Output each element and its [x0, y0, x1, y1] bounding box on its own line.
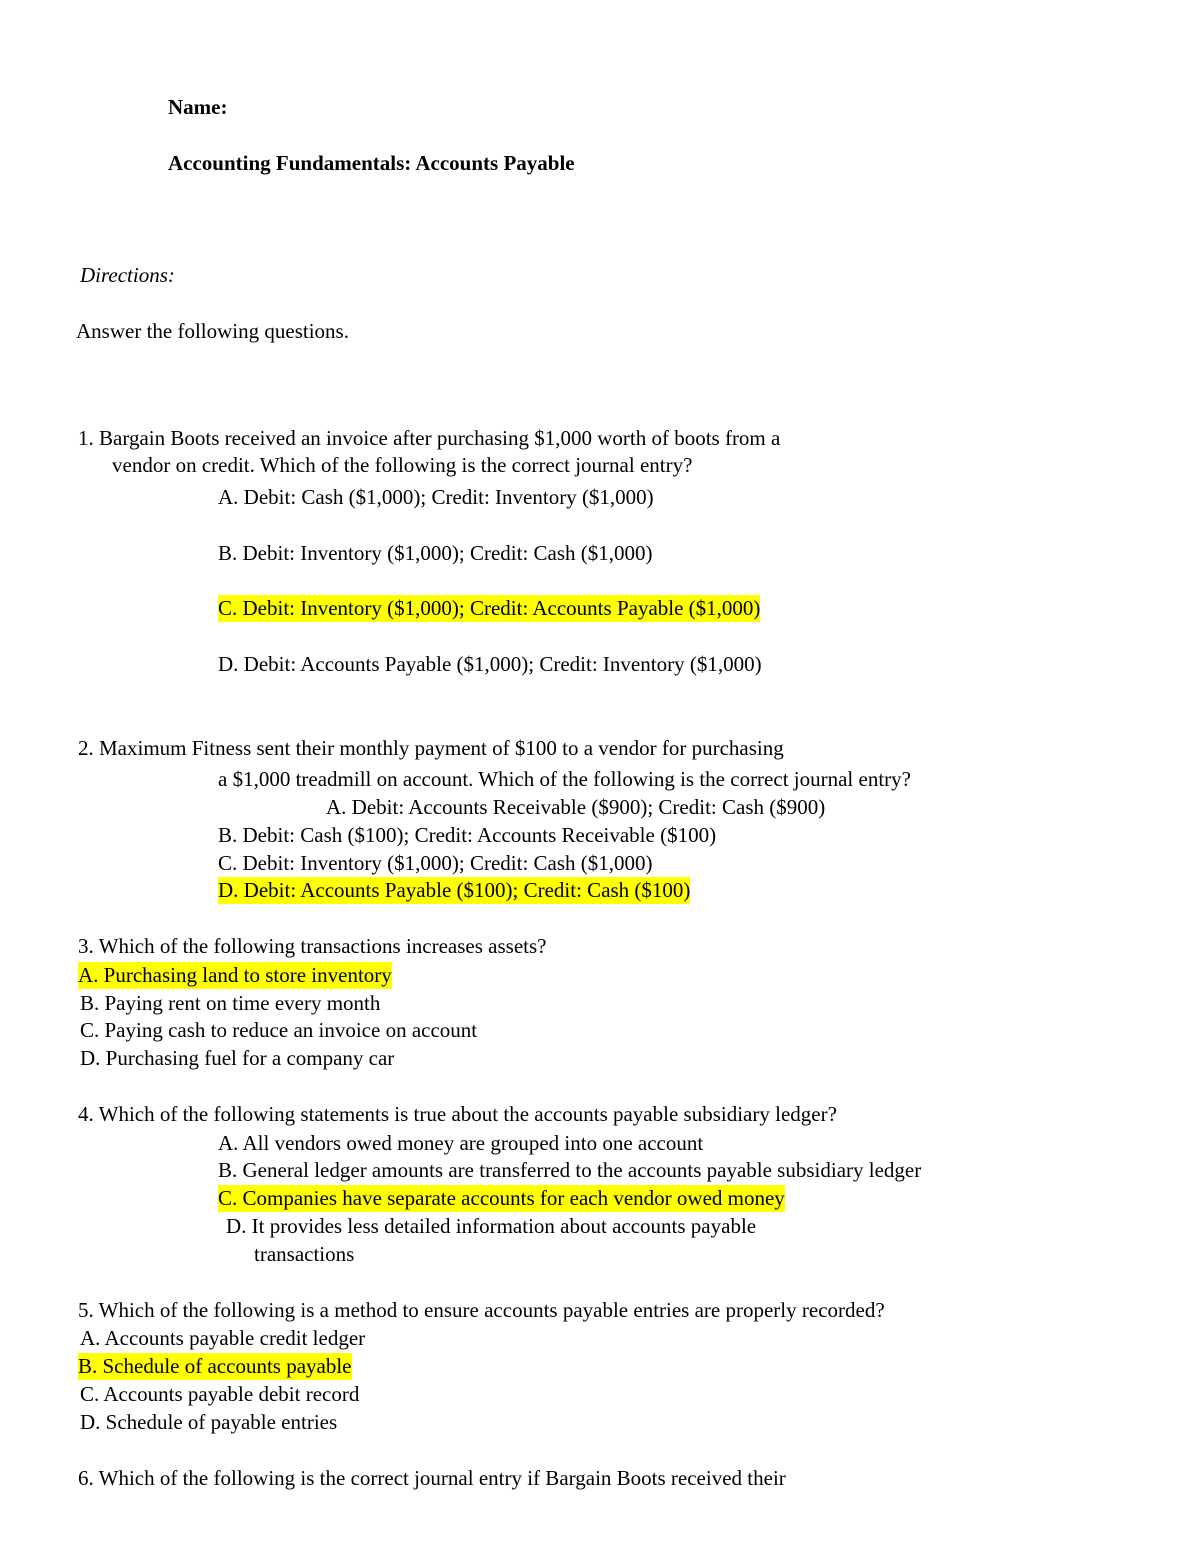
question-1-stem-line-1: 1. Bargain Boots received an invoice after purchasing $1,000 worth of boots from a — [78, 426, 781, 450]
question-3-stem: 3. Which of the following transactions increases assets? — [78, 934, 547, 958]
question-2-option-d-highlighted: D. Debit: Accounts Payable ($100); Credit: Cash ($100) — [218, 878, 691, 902]
question-5-option-d: D. Schedule of payable entries — [80, 1410, 338, 1434]
question-5-option-a: A. Accounts payable credit ledger — [80, 1326, 366, 1350]
question-3-option-b: B. Paying rent on time every month — [80, 991, 381, 1015]
question-3-option-a-highlighted: A. Purchasing land to store inventory — [78, 963, 392, 987]
question-2-option-b: B. Debit: Cash ($100); Credit: Accounts Receivable ($100) — [218, 823, 717, 847]
name-label: Name: — [168, 95, 228, 119]
question-3-option-c: C. Paying cash to reduce an invoice on account — [80, 1018, 478, 1042]
question-1-option-d: D. Debit: Accounts Payable ($1,000); Credit: Inventory ($1,000) — [218, 652, 762, 676]
question-1-option-c-highlighted: C. Debit: Inventory ($1,000); Credit: Accounts Payable ($1,000) — [218, 596, 761, 620]
question-4-option-d-continuation: transactions — [254, 1242, 355, 1266]
question-4-stem: 4. Which of the following statements is true about the accounts payable subsidiary ledger? — [78, 1102, 837, 1126]
question-5-stem: 5. Which of the following is a method to ensure accounts payable entries are properly recorded? — [78, 1298, 885, 1322]
question-1-option-b: B. Debit: Inventory ($1,000); Credit: Cash ($1,000) — [218, 541, 653, 565]
question-4-option-b: B. General ledger amounts are transferred to the accounts payable subsidiary ledger — [218, 1158, 922, 1182]
question-2-stem-line-1: 2. Maximum Fitness sent their monthly payment of $100 to a vendor for purchasing — [78, 736, 784, 760]
question-2-option-a: A. Debit: Accounts Receivable ($900); Credit: Cash ($900) — [326, 795, 826, 819]
question-1-stem-line-2: vendor on credit. Which of the following is the correct journal entry? — [112, 453, 693, 477]
question-4-option-c-highlighted: C. Companies have separate accounts for each vendor owed money — [218, 1186, 785, 1210]
document-title: Accounting Fundamentals: Accounts Payable — [168, 151, 575, 175]
directions-text: Answer the following questions. — [76, 319, 349, 343]
question-2-option-c: C. Debit: Inventory ($1,000); Credit: Cash ($1,000) — [218, 851, 653, 875]
question-4-option-a: A. All vendors owed money are grouped into one account — [218, 1131, 704, 1155]
question-1-option-a: A. Debit: Cash ($1,000); Credit: Inventory ($1,000) — [218, 485, 654, 509]
question-5-option-b-highlighted: B. Schedule of accounts payable — [78, 1354, 352, 1378]
directions-label: Directions: — [80, 263, 175, 287]
question-3-option-d: D. Purchasing fuel for a company car — [80, 1046, 395, 1070]
question-5-option-c: C. Accounts payable debit record — [80, 1382, 360, 1406]
question-6-stem: 6. Which of the following is the correct journal entry if Bargain Boots received their — [78, 1466, 786, 1490]
question-2-stem-line-2: a $1,000 treadmill on account. Which of the following is the correct journal entry? — [218, 767, 911, 791]
question-4-option-d: D. It provides less detailed information about accounts payable — [226, 1214, 757, 1238]
